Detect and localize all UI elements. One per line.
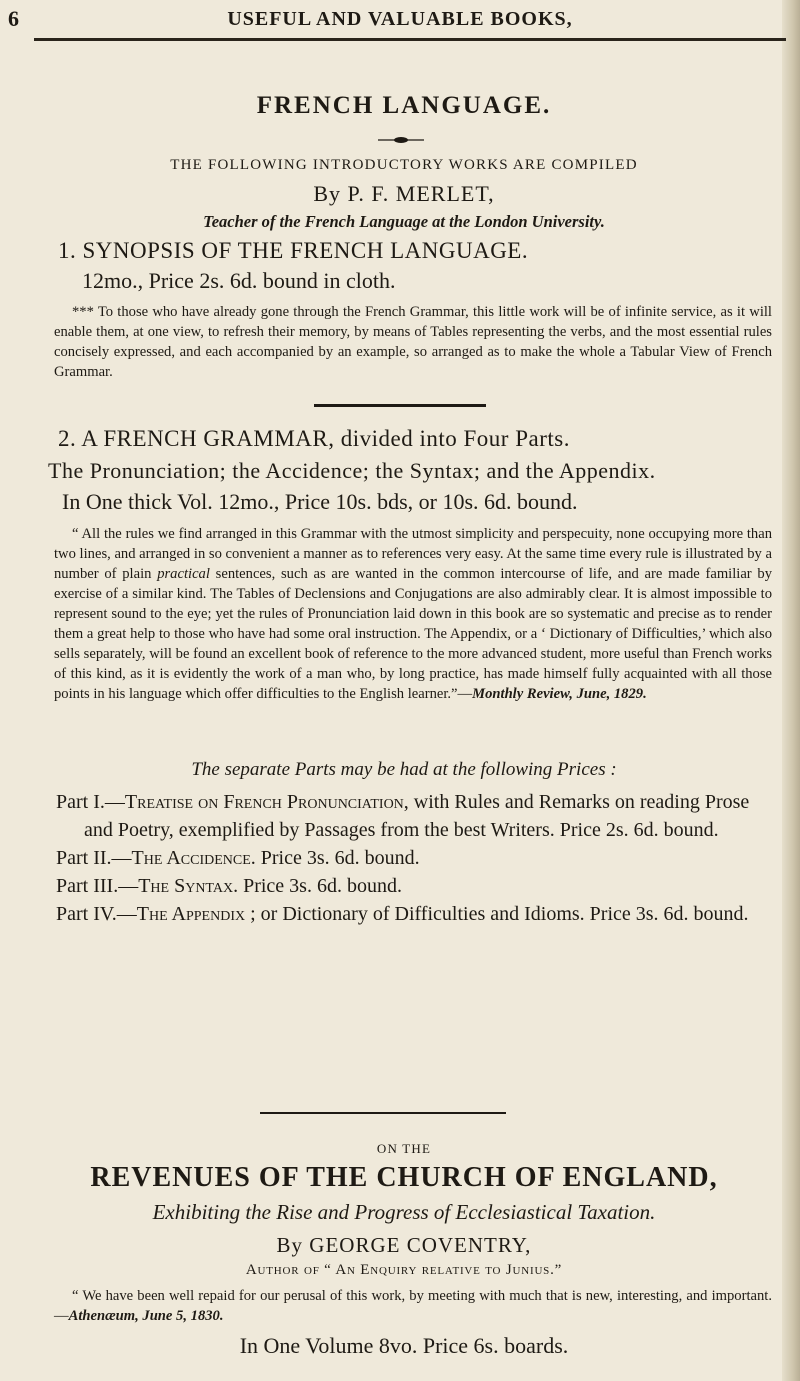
grammar-parts-line: The Pronunciation; the Accidence; the Syntax; and the Appendix.: [48, 458, 656, 483]
part-4: [56, 900, 772, 928]
part-detail: Price 3s. 6d. bound.: [255, 847, 420, 869]
part-detail: with Rules and Remarks on reading Prose and Poetry, exemplified by Passages from the best Writers. Price 2s. 6d. bound.: [84, 791, 750, 841]
author-role: Teacher of the French Language at the London University.: [203, 212, 605, 231]
synopsis-title: 1. SYNOPSIS OF THE FRENCH LANGUAGE.: [58, 238, 529, 263]
section-title-french: FRENCH LANGUAGE.: [256, 92, 552, 119]
part-label: Part IV.—: [56, 903, 137, 925]
review-text-cont: sentences, such as are wanted in the common intercourse of life, and are made familiar by exercise of a similar kind. The Tables of Declensions and Conjugations are also admirably clear. It is almost impossible to represent sound to the eye; yet the rules of Pronunciation laid down in this book are so systematic and precise as to render them a great help to those who have had some oral instruction. The Appendix, or a ‘ Dictionary of Difficulties,’ which also sells separately, will be found an excellent book of reference to the more advanced student, more useful than French works of this kind, as it is evidently the work of a man who, by long practice, has made himself fully acquainted with all those points in his language which offer difficulties to the English learner.”—: [54, 566, 773, 702]
revenues-price: In One Volume 8vo. Price 6s. boards.: [239, 1333, 569, 1358]
revenues-review-source: Athenæum, June 5, 1830.: [68, 1308, 224, 1324]
part-3: [56, 872, 772, 900]
section-rule-2: [260, 1112, 506, 1114]
running-title: USEFUL AND VALUABLE BOOKS,: [227, 8, 573, 30]
page-edge: [782, 0, 800, 1381]
review-source: Monthly Review, June, 1829.: [472, 686, 647, 702]
revenues-author: By GEORGE COVENTRY,: [276, 1233, 532, 1257]
section-title-revenues: REVENUES OF THE CHURCH OF ENGLAND,: [90, 1162, 718, 1193]
page-number: 6: [8, 6, 19, 31]
part-name: The Syntax.: [138, 875, 239, 897]
author-line: By P. F. MERLET,: [313, 181, 495, 206]
part-detail: Price 3s. 6d. bound.: [238, 875, 402, 897]
part-name: The Accidence.: [131, 847, 256, 869]
part-2: [56, 844, 772, 872]
parts-list: [56, 788, 772, 928]
synopsis-price: 12mo., Price 2s. 6d. bound in cloth.: [82, 268, 396, 293]
intro-line: THE FOLLOWING INTRODUCTORY WORKS ARE COMPILED: [170, 157, 638, 173]
section-rule: [314, 404, 486, 407]
revenues-review: [54, 1286, 772, 1326]
grammar-review: [54, 524, 772, 704]
part-detail: or Dictionary of Difficulties and Idioms. Price 3s. 6d. bound.: [255, 903, 749, 925]
part-label: Part I.—: [56, 791, 125, 813]
review-text: “ All the rules we find arranged in this Grammar with the utmost simplicity and perspecuity, none occupying more than two lines, and arranged in so convenient a manner as to references very easy. At the same time every rule is illustrated by a number of plain: [54, 526, 772, 582]
part-label: Part III.—: [56, 875, 139, 897]
divider-ornament: [378, 135, 424, 145]
separate-parts-note: The separate Parts may be had at the following Prices :: [191, 759, 617, 780]
part-1: [56, 788, 772, 844]
part-label: Part II.—: [56, 847, 132, 869]
grammar-price: In One thick Vol. 12mo., Price 10s. bds, or 10s. 6d. bound.: [62, 489, 578, 514]
on-the-label: ON THE: [376, 1141, 432, 1156]
header-rule: [34, 38, 786, 41]
revenues-review-text: “ We have been well repaid for our perusal of this work, by meeting with much that is new, interesting, and important.—: [54, 1288, 772, 1324]
synopsis-note: *** To those who have already gone through the French Grammar, this little work will be of infinite service, as it will enable them, at one view, to refresh their memory, by means of Tables representing the verbs, and the most essential rules concisely expressed, and each accompanied by an example, so arranged as to make the whole a Tabular View of French Grammar.: [54, 304, 772, 380]
part-name: The Appendix ;: [136, 903, 256, 925]
part-name: Treatise on French Pronunciation,: [124, 791, 409, 813]
review-emphasis: practical: [157, 566, 210, 582]
revenues-author-note: Author of “ An Enquiry relative to Junius.”: [245, 1262, 563, 1278]
grammar-title: 2. A FRENCH GRAMMAR, divided into Four Parts.: [58, 426, 570, 451]
revenues-subtitle: Exhibiting the Rise and Progress of Ecclesiastical Taxation.: [152, 1200, 656, 1224]
